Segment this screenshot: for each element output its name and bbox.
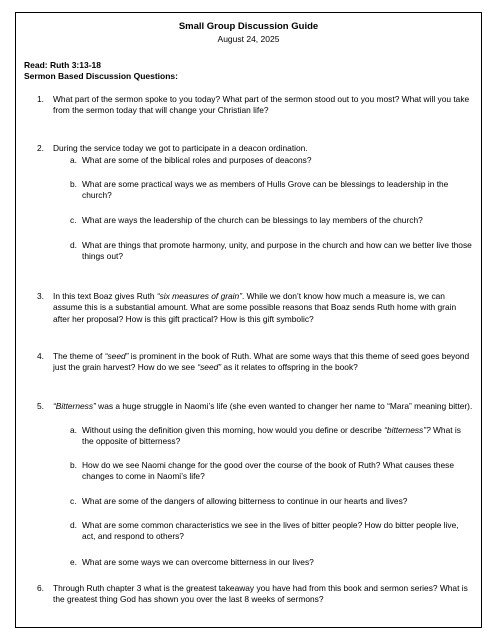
question-text: What part of the sermon spoke to you today? What part of the sermon stood out to you most? What will you take from the sermon today that will change your Christian life? xyxy=(53,94,470,116)
question-5 xyxy=(37,401,473,412)
sub-question-text: How do we see Naomi change for the good over the course of the book of Ruth? What causes these changes to come in Naomi’s life? xyxy=(82,460,454,482)
question-4 xyxy=(37,351,473,374)
sub-question-letter: d. xyxy=(70,520,77,530)
question-emphasis: “six measures of grain” xyxy=(156,291,242,301)
sub-question-text: What are some of the dangers of allowing bitterness to continue in our hearts and lives? xyxy=(82,496,408,506)
document-page xyxy=(15,12,482,628)
document-date: August 24, 2025 xyxy=(217,34,280,44)
sub-question xyxy=(70,215,472,226)
sub-question xyxy=(70,496,472,507)
sub-question xyxy=(70,240,472,263)
section-heading: Sermon Based Discussion Questions: xyxy=(24,71,178,81)
question-2 xyxy=(37,143,473,154)
question-text xyxy=(53,401,473,412)
question-emphasis: “Bitterness” xyxy=(53,401,96,411)
sub-question-letter: d. xyxy=(70,240,77,250)
question-1 xyxy=(37,94,473,117)
sub-question-text: What are some common characteristics we see in the lives of bitter people? How do bitter people live, act, and respond to others? xyxy=(82,520,459,542)
sub-question xyxy=(70,557,472,568)
sub-question-letter: a. xyxy=(70,155,77,165)
sub-question-letter: b. xyxy=(70,460,77,470)
question-text-part: is prominent in the book of Ruth. What are some ways that this theme of seed goes beyond just the grain harvest? How do we see xyxy=(53,351,470,373)
sub-question xyxy=(70,520,472,543)
question-number: 1. xyxy=(37,94,44,104)
sub-question-text: What are ways the leadership of the church can be blessings to lay members of the church? xyxy=(82,215,423,225)
sub-question-letter: c. xyxy=(70,496,77,506)
sub-question-text: What are some practical ways we as members of Hulls Grove can be blessings to leadership in the church? xyxy=(82,179,449,201)
question-text-part: as it relates to offspring in the book? xyxy=(221,362,358,373)
sub-question xyxy=(70,425,472,448)
question-text-part: . While we don’t know how much a measure is, we can assume this is a substantial amount. What are some possible reasons that Boaz sends Ruth home with grain after her proposal? How is this gift practical? How is this gift symbolic? xyxy=(53,291,457,324)
sub-question-letter: a. xyxy=(70,425,77,435)
question-number: 3. xyxy=(37,291,44,301)
question-text-part: Without using the definition given this morning, how would you define or describe xyxy=(82,425,385,435)
question-number: 2. xyxy=(37,143,44,153)
sub-question xyxy=(70,155,472,166)
sub-question-letter: e. xyxy=(70,557,77,567)
question-emphasis: “seed” xyxy=(104,351,129,361)
question-number: 4. xyxy=(37,351,44,361)
question-6 xyxy=(37,583,473,606)
question-number: 6. xyxy=(37,583,44,593)
question-text: Through Ruth chapter 3 what is the greatest takeaway you have had from this book and sermon series? What is the greatest thing God has shown you over the last 8 weeks of sermons? xyxy=(53,583,468,605)
question-text-part: In this text Boaz gives Ruth xyxy=(53,291,157,301)
sub-question xyxy=(70,179,472,202)
sub-question-text: What are some of the biblical roles and purposes of deacons? xyxy=(82,155,312,165)
question-text xyxy=(53,291,473,325)
sub-question-letter: c. xyxy=(70,215,77,225)
sub-question-letter: b. xyxy=(70,179,77,189)
scripture-reading: Read: Ruth 3:13-18 xyxy=(24,60,101,70)
question-number: 5. xyxy=(37,401,44,411)
question-text xyxy=(53,351,473,374)
document-title: Small Group Discussion Guide xyxy=(178,21,319,32)
question-text-part: What is the opposite of bitterness? xyxy=(82,425,461,447)
question-text-part: was a huge struggle in Naomi’s life (she even wanted to changer her name to “Mara” meaning bitter). xyxy=(95,401,473,411)
sub-question-text: What are things that promote harmony, unity, and purpose in the church and how can we better live those things out? xyxy=(82,240,472,262)
question-text-part: The theme of xyxy=(53,351,105,361)
sub-question xyxy=(70,460,472,483)
sub-question-text xyxy=(82,425,461,446)
question-text: During the service today we got to participate in a deacon ordination. xyxy=(53,143,308,153)
sub-question-text: What are some ways we can overcome bitterness in our lives? xyxy=(82,557,314,567)
question-emphasis: “seed” xyxy=(197,362,222,373)
question-emphasis: “bitterness”? xyxy=(384,425,431,435)
question-3 xyxy=(37,291,473,325)
